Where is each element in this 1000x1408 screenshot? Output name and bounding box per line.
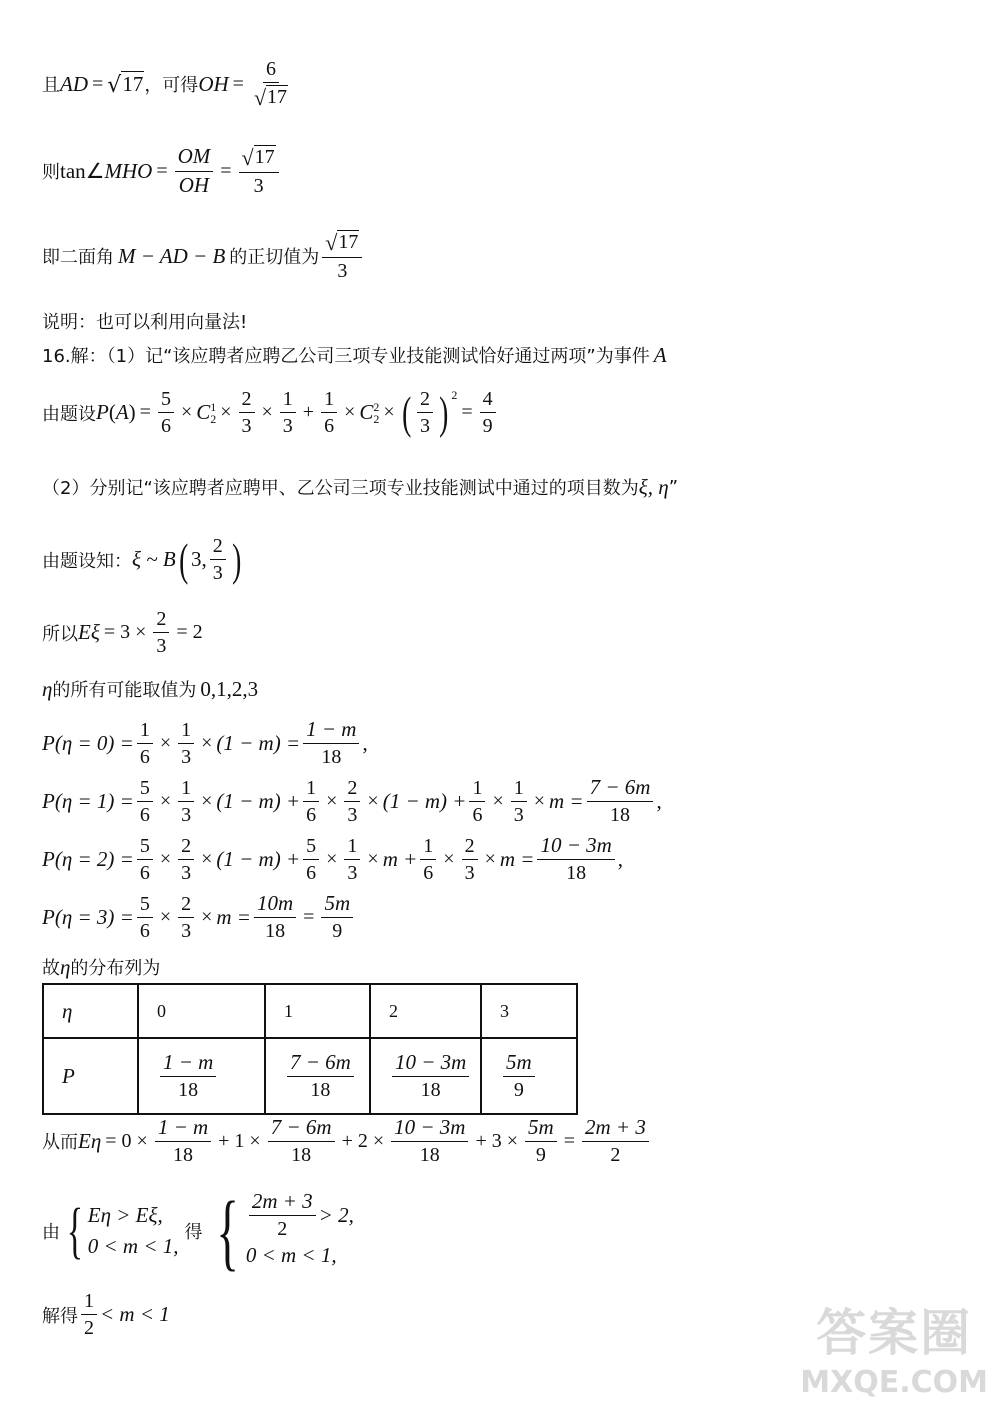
line-eeta: 从而 Eη = 0 × $\frac{1 - m}{18}$ + 1 × $\frac{7 - 6m}{18}$ + 2 × $\frac{10 - 3m}{18}$ + 3 × $\frac{5m}{9}$ = $\frac{2m + 3}{2}$ [42,1116,652,1166]
line-exi: 所以 Eξ = 3 × $\frac{2}{3}$ = 2 [42,608,203,657]
var: A [653,342,667,367]
expr: M − AD − B [118,243,226,268]
vars: ξ, η [638,474,669,499]
text: 即二面角 [42,247,114,268]
text: ，可得 [144,75,199,96]
line-pa: 由题设 P ( A ) = $\frac{5}{6}$ × C 1 2 × $\frac{2}{3}$ × $\frac{1}{3}$ + $\frac{1}{6}$ × C 2 2 × ( $\frac{2}{3}$ ) $^2$ = $\frac{4}{9}$ [42,388,499,437]
fraction: √ 17 3 [322,230,362,282]
p-eta-2: P(η = 2) = $\frac{5}{6}$ × $\frac{2}{3}$ × (1 − m) + $\frac{5}{6}$ × $\frac{1}{3}$ × m + $\frac{1}{6}$ × $\frac{2}{3}$ × m = $\frac{10 - 3m}{18}$ , [42,833,624,885]
q16-part2: （2）分别记“该应聘者应聘甲、乙公司三项专业技能测试中通过的项目数为 ξ, η ” [42,474,679,499]
table-cell: $\frac{7 - 6m}{18}$ [265,1038,370,1114]
text: tan∠ [60,158,105,183]
var: AD [60,71,88,96]
p-eta-3: P(η = 3) = $\frac{5}{6}$ × $\frac{2}{3}$ × m = $\frac{10m}{18}$ = $\frac{5m}{9}$ [42,892,356,942]
p-eta-0: P(η = 0) = $\frac{1}{6}$ × $\frac{1}{3}$ × (1 − m) = $\frac{1 - m}{18}$ , [42,717,368,769]
text: （2）分别记“该应聘者应聘甲、乙公司三项专业技能测试中通过的项目数为 [42,478,639,499]
text: 由题设知： [42,550,132,572]
text: 16.解：（1）记“该应聘者应聘乙公司三项专业技能测试恰好通过两项”为事件 [42,346,650,367]
q16-part1 [42,342,667,368]
table-row [43,984,577,1038]
table-cell: $\frac{10 - 3m}{18}$ [370,1038,481,1114]
sqrt: √ 17 [107,72,144,98]
line-ad-oh [42,58,294,110]
table-cell: $\frac{1 - m}{18}$ [138,1038,265,1114]
distribution-table [42,983,578,1115]
table-cell: η [43,984,138,1038]
var: MHO [104,158,153,183]
text: 的正切值为 [229,247,320,268]
op: = [220,159,232,182]
fraction: 6 √ 17 [253,58,288,110]
table-row [43,1038,577,1114]
text: 则 [42,162,60,183]
table-cell: 0 [138,984,265,1038]
table-cell: 2 [370,984,481,1038]
table-cell: 1 [265,984,370,1038]
text: 由题设 [42,403,96,425]
line-binomial: 由题设知： ξ ~ B ( 3, $\frac{2}{3}$ ) [42,533,242,585]
watermark-logo: 答案圈 MXQE.COM [800,1304,988,1400]
op: = [92,72,104,95]
line-tan [42,145,282,197]
table-cell: P [43,1038,138,1114]
line-dihedral [42,230,365,282]
fraction: √ 17 3 [239,145,279,197]
dist-heading: 故 η 的分布列为 [42,954,161,979]
note: 说明：也可以利用向量法! [42,312,248,333]
line-eta-values: η 的所有可能取值为 0,1,2,3 [42,676,259,701]
op: = [232,72,244,95]
op: = [156,159,168,182]
text: 且 [42,75,60,96]
table-cell: $\frac{5m}{9}$ [481,1038,577,1114]
var: OH [198,71,229,96]
line-final: 解得 $\frac{1}{2}$ < m < 1 [42,1290,170,1339]
line-system: 由 { Eη > Eξ, 0 < m < 1, 得 { $\frac{2m + 3}{2}$ > 2, 0 < m < 1, [42,1183,354,1279]
p-eta-1: P(η = 1) = $\frac{5}{6}$ × $\frac{1}{3}$ × (1 − m) + $\frac{1}{6}$ × $\frac{2}{3}$ × (1 − m) + $\frac{1}{6}$ × $\frac{1}{3}$ × m = $\frac{7 - 6m}{18}$ , [42,775,662,827]
fraction: $\frac{OM}{OH}$ [175,145,214,196]
table-cell: 3 [481,984,577,1038]
